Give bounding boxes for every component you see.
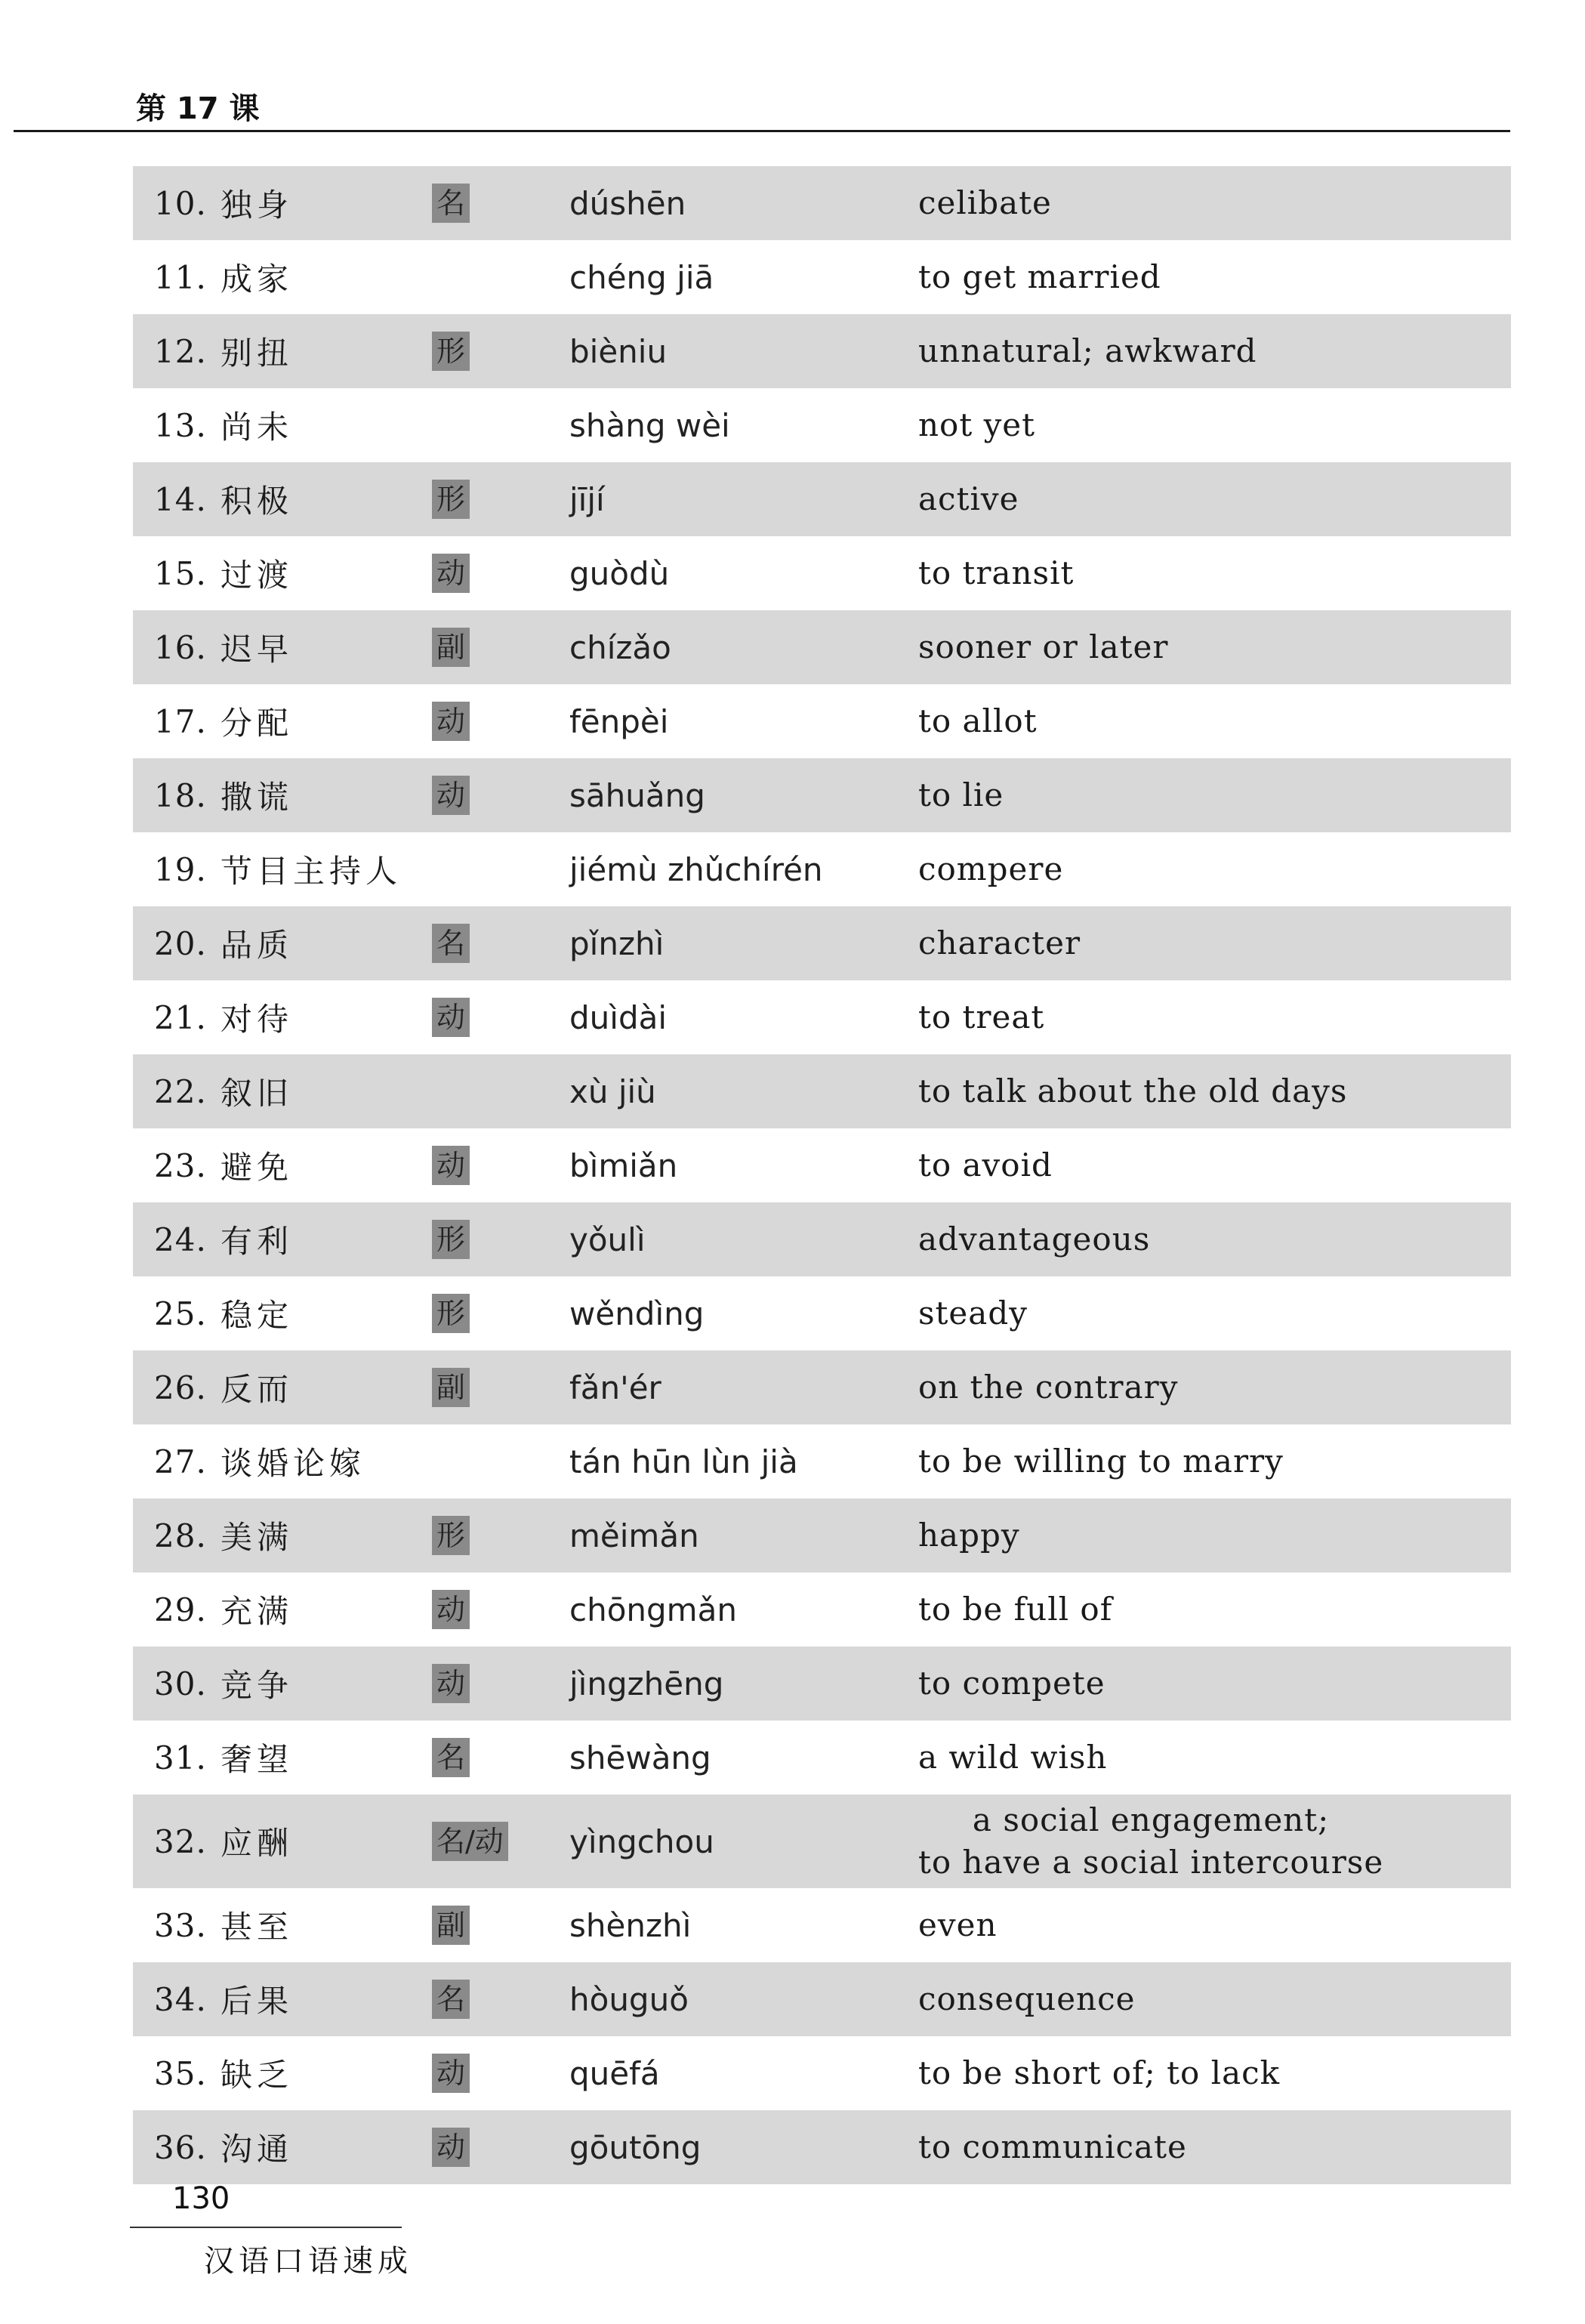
vocab-english [918,536,1074,610]
vocab-english [918,1888,998,1962]
vocab-pinyin: gōutōng [569,2128,702,2166]
vocab-english [918,314,1257,388]
vocab-row [133,1424,1511,1498]
vocab-row [133,1276,1511,1350]
english-line: to have a social intercourse [918,1844,1384,1881]
part-of-speech-cell [432,906,470,980]
part-of-speech-badge: 动 [432,2128,470,2167]
vocab-number: 12. [154,332,207,370]
page-number: 130 [172,2181,230,2216]
vocab-english [918,240,1161,314]
vocab-row [133,1795,1511,1888]
vocab-number: 10. [154,184,207,222]
vocab-english [918,1962,1136,2036]
part-of-speech-badge: 形 [432,332,470,371]
vocabulary-table [133,166,1511,2184]
vocab-hanzi: 美满 [220,1519,294,1556]
english-line: advantageous [918,1221,1151,1258]
english-line: to avoid [918,1147,1053,1184]
vocab-english [918,980,1044,1054]
part-of-speech-cell [432,462,470,536]
vocab-hanzi: 别扭 [220,335,294,372]
vocab-hanzi: 沟通 [220,2131,294,2168]
vocab-english [918,1795,1383,1888]
vocab-pinyin: tán hūn lùn jià [569,1443,798,1480]
part-of-speech-cell [432,1962,470,2036]
part-of-speech-badge: 动 [432,554,470,593]
vocab-number: 16. [154,628,207,666]
vocab-number: 28. [154,1517,207,1554]
vocab-english [918,832,1063,906]
english-line: to allot [918,702,1038,739]
vocab-english [918,684,1038,758]
vocab-number: 27. [154,1443,207,1480]
vocab-row [133,980,1511,1054]
part-of-speech-cell [432,610,470,684]
vocab-row [133,758,1511,832]
vocab-number: 29. [154,1591,207,1628]
english-line: on the contrary [918,1369,1179,1406]
part-of-speech-badge: 副 [432,1368,470,1407]
footer-rule [130,2227,402,2228]
vocab-number: 21. [154,998,207,1036]
part-of-speech-cell [432,1498,470,1572]
part-of-speech-badge: 名 [432,1738,470,1777]
vocab-english [918,906,1081,980]
vocab-row [133,2110,1511,2184]
book-title: 汉语口语速成 [204,2244,412,2279]
vocab-english [918,1276,1028,1350]
vocab-number: 17. [154,702,207,740]
lesson-title: 第 17 课 [136,91,260,126]
header-rule [14,130,1510,132]
part-of-speech-cell [432,1128,470,1202]
part-of-speech-badge: 形 [432,1220,470,1259]
english-line: a wild wish [918,1739,1108,1776]
vocab-hanzi: 迟早 [220,631,294,668]
vocab-hanzi: 过渡 [220,557,294,594]
vocab-hanzi: 甚至 [220,1909,294,1946]
vocab-row [133,166,1511,240]
english-line: active [918,480,1019,517]
vocab-number: 24. [154,1221,207,1258]
english-line: sooner or later [918,628,1169,665]
vocab-pinyin: fēnpèi [569,702,669,740]
part-of-speech-badge: 形 [432,1294,470,1333]
vocab-row [133,1350,1511,1424]
vocab-hanzi: 品质 [220,927,294,964]
vocab-pinyin: hòuguǒ [569,1980,689,2018]
vocab-english [918,388,1035,462]
vocab-row [133,610,1511,684]
vocab-number: 26. [154,1369,207,1406]
part-of-speech-badge: 形 [432,1516,470,1555]
english-line: to be short of; to lack [918,2054,1281,2091]
english-line: to transit [918,554,1075,591]
vocab-number: 23. [154,1147,207,1184]
part-of-speech-cell [432,1647,470,1721]
english-line: to talk about the old days [918,1072,1348,1110]
vocab-pinyin: jiémù zhǔchírén [569,850,823,888]
vocab-number: 19. [154,850,207,888]
english-line: steady [918,1295,1028,1332]
part-of-speech-cell [432,1888,470,1962]
vocab-row [133,462,1511,536]
vocab-pinyin: shènzhì [569,1906,692,1944]
part-of-speech-badge: 动 [432,998,470,1037]
vocab-english [918,1647,1105,1721]
vocab-number: 20. [154,924,207,962]
vocab-pinyin: chízǎo [569,628,671,666]
english-line: to lie [918,776,1004,813]
vocab-english [918,1572,1112,1647]
vocab-hanzi: 稳定 [220,1297,294,1334]
vocab-number: 25. [154,1295,207,1332]
part-of-speech-badge: 动 [432,776,470,815]
part-of-speech-cell [432,166,470,240]
page-footer [0,2175,1585,2319]
vocab-row [133,240,1511,314]
part-of-speech-cell [432,2036,470,2110]
english-line: celibate [918,184,1052,221]
vocab-pinyin: guòdù [569,554,670,592]
vocab-hanzi: 应酬 [220,1825,294,1862]
vocab-row [133,1202,1511,1276]
vocab-hanzi: 成家 [220,261,294,298]
vocab-pinyin: sāhuǎng [569,776,705,814]
part-of-speech-badge: 动 [432,1146,470,1185]
vocab-number: 32. [154,1822,207,1860]
vocab-pinyin: shàng wèi [569,406,730,444]
vocab-hanzi: 独身 [220,187,294,224]
part-of-speech-cell [432,536,470,610]
vocab-hanzi: 撒谎 [220,779,294,816]
english-line: to communicate [918,2128,1187,2165]
vocab-english [918,1424,1284,1498]
english-line: to compete [918,1665,1105,1702]
vocab-hanzi: 谈婚论嫁 [220,1445,366,1482]
part-of-speech-badge: 动 [432,2054,470,2093]
vocab-english [918,2036,1280,2110]
part-of-speech-cell [432,1350,470,1424]
part-of-speech-badge: 名 [432,924,470,963]
vocab-row [133,1128,1511,1202]
english-line: compere [918,850,1064,887]
vocab-pinyin: duìdài [569,998,668,1036]
vocab-row [133,1572,1511,1647]
vocab-pinyin: quēfá [569,2054,660,2092]
vocab-pinyin: xù jiù [569,1072,656,1110]
vocab-number: 30. [154,1665,207,1702]
vocab-english [918,1202,1150,1276]
vocab-row [133,832,1511,906]
part-of-speech-badge: 副 [432,1906,470,1945]
vocab-hanzi: 对待 [220,1001,294,1038]
vocab-pinyin: pǐnzhì [569,924,665,962]
vocab-row [133,1888,1511,1962]
vocab-hanzi: 竞争 [220,1667,294,1704]
vocab-number: 15. [154,554,207,592]
part-of-speech-badge: 动 [432,1590,470,1629]
vocab-hanzi: 有利 [220,1223,294,1260]
vocab-row [133,2036,1511,2110]
english-line: even [918,1906,998,1943]
vocab-row [133,1647,1511,1721]
vocab-number: 31. [154,1739,207,1776]
vocab-english [918,610,1168,684]
vocab-english [918,758,1004,832]
vocab-pinyin: měimǎn [569,1517,699,1554]
part-of-speech-cell [432,758,470,832]
vocab-number: 22. [154,1072,207,1110]
english-line: happy [918,1517,1020,1554]
vocab-pinyin: chéng jiā [569,258,714,296]
vocab-row [133,314,1511,388]
vocab-pinyin: shēwàng [569,1739,711,1776]
part-of-speech-badge: 名 [432,184,470,223]
page-header [0,0,1585,136]
part-of-speech-cell [432,1276,470,1350]
vocab-hanzi: 后果 [220,1983,294,2020]
vocab-number: 34. [154,1980,207,2018]
part-of-speech-cell [432,980,470,1054]
english-line: unnatural; awkward [918,332,1257,369]
vocab-hanzi: 积极 [220,483,294,520]
vocab-pinyin: yǒulì [569,1221,646,1258]
part-of-speech-badge: 动 [432,702,470,741]
english-line: to treat [918,998,1045,1035]
vocab-row [133,1721,1511,1795]
vocab-row [133,388,1511,462]
vocab-hanzi: 缺乏 [220,2057,294,2094]
vocab-number: 14. [154,480,207,518]
vocab-pinyin: jījí [569,480,605,518]
vocab-hanzi: 充满 [220,1593,294,1630]
vocab-english [918,1498,1020,1572]
part-of-speech-badge: 动 [432,1664,470,1703]
part-of-speech-cell [432,2110,470,2184]
vocab-pinyin: bìmiǎn [569,1147,678,1184]
part-of-speech-cell [432,1721,470,1795]
part-of-speech-cell [432,314,470,388]
vocab-hanzi: 节目主持人 [220,853,402,890]
english-line: to be full of [918,1591,1113,1628]
vocab-number: 13. [154,406,207,444]
vocab-english [918,462,1019,536]
vocab-pinyin: chōngmǎn [569,1591,737,1628]
vocab-english [918,2110,1187,2184]
part-of-speech-badge: 名/动 [432,1822,508,1861]
vocab-row [133,684,1511,758]
english-line: not yet [918,406,1036,443]
vocab-pinyin: jìngzhēng [569,1665,724,1702]
vocab-row [133,1498,1511,1572]
part-of-speech-cell [432,1572,470,1647]
vocab-pinyin: bièniu [569,332,668,370]
vocab-number: 18. [154,776,207,814]
english-line: to get married [918,258,1161,295]
vocab-english [918,1128,1053,1202]
part-of-speech-cell [432,684,470,758]
part-of-speech-badge: 名 [432,1980,470,2019]
vocab-hanzi: 分配 [220,705,294,742]
vocab-hanzi: 奢望 [220,1741,294,1778]
vocab-english [918,1054,1347,1128]
english-line: character [918,924,1081,961]
vocab-row [133,906,1511,980]
vocab-row [133,536,1511,610]
vocab-number: 36. [154,2128,207,2166]
vocab-english [918,166,1052,240]
part-of-speech-cell [432,1795,508,1888]
vocab-number: 35. [154,2054,207,2092]
english-line: consequence [918,1980,1136,2017]
vocab-pinyin: fǎn'ér [569,1369,661,1406]
vocab-hanzi: 反而 [220,1371,294,1408]
vocab-number: 33. [154,1906,207,1944]
vocab-pinyin: yìngchou [569,1822,714,1860]
vocab-english [918,1350,1178,1424]
vocab-row [133,1962,1511,2036]
part-of-speech-cell [432,1202,470,1276]
vocab-english [918,1721,1107,1795]
vocab-hanzi: 尚未 [220,409,294,446]
english-line: a social engagement; [972,1801,1330,1838]
part-of-speech-badge: 形 [432,480,470,519]
vocab-pinyin: wěndìng [569,1295,705,1332]
english-line: to be willing to marry [918,1443,1284,1480]
vocab-hanzi: 避免 [220,1149,294,1186]
vocab-row [133,1054,1511,1128]
vocab-pinyin: dúshēn [569,184,686,222]
part-of-speech-badge: 副 [432,628,470,667]
vocab-hanzi: 叙旧 [220,1075,294,1112]
vocab-number: 11. [154,258,207,296]
